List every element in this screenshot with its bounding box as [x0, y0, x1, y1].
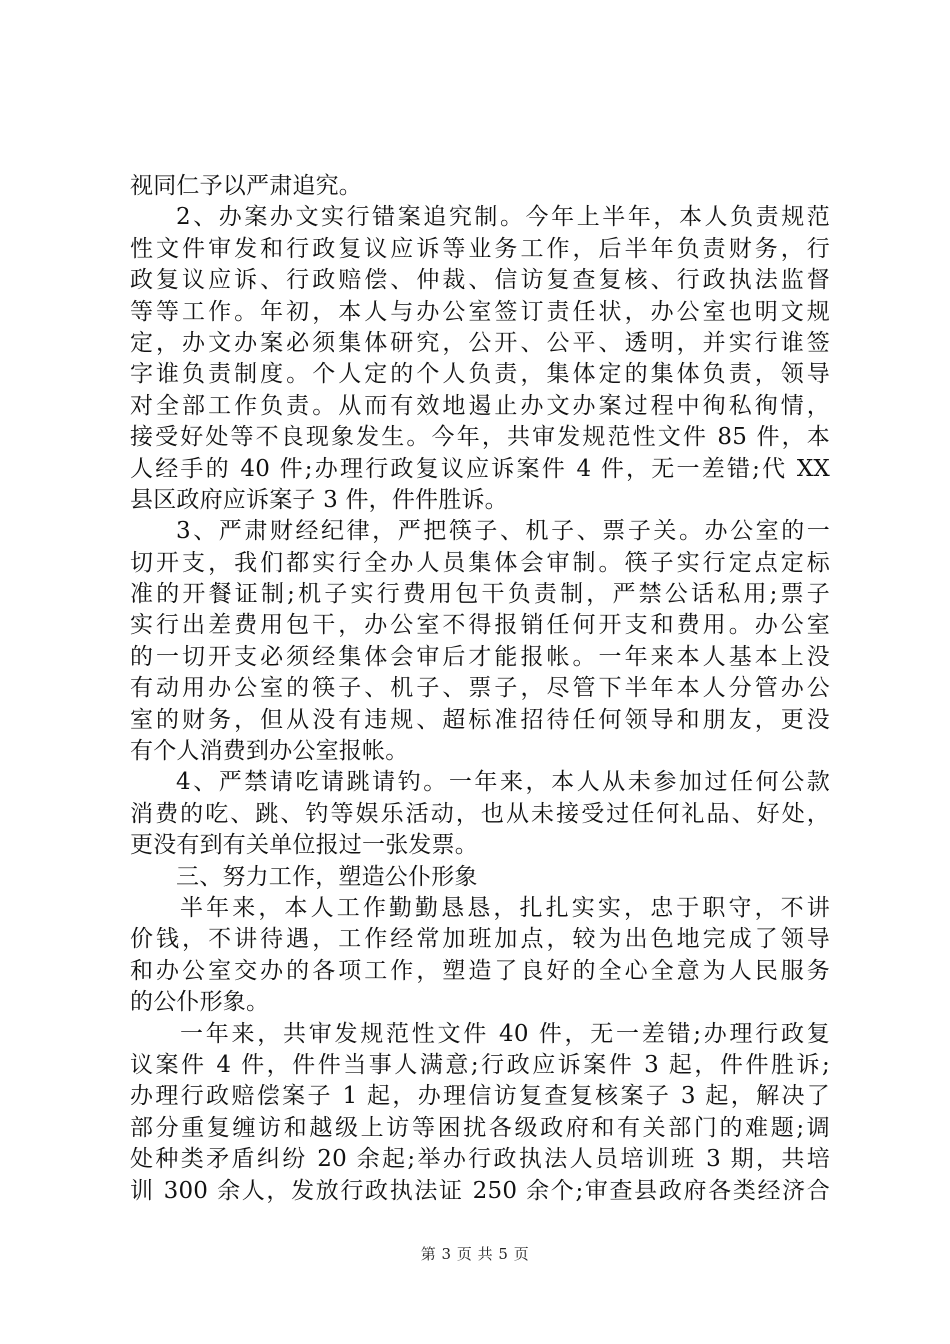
text-line: 有个人消费到办公室报帐。	[130, 738, 409, 765]
text-line: 室的财务，但从没有违规、超标准招待任何领导和朋友，更没	[130, 706, 830, 733]
text-line: 有动用办公室的筷子、机子、票子，尽管下半年本人分管办公	[130, 675, 830, 702]
text-line: 对全部工作负责。从而有效地遏止办文办案过程中徇私徇情，	[130, 392, 830, 419]
text-line: 更没有到有关单位报过一张发票。	[130, 832, 478, 859]
text-line: 议案件 4 件，件件当事人满意;行政应诉案件 3 起，件件胜诉;	[130, 1051, 830, 1078]
text-line: 性文件审发和行政复议应诉等业务工作，后半年负责财务，行	[130, 235, 830, 262]
text-line: 半年来，本人工作勤勤恳恳，扎扎实实，忠于职守，不讲	[180, 894, 830, 921]
text-line: 处种类矛盾纠纷 20 余起;举办行政执法人员培训班 3 期，共培	[130, 1146, 830, 1173]
page-number-footer: 第 3 页 共 5 页	[420, 1245, 530, 1263]
text-line: 政复议应诉、行政赔偿、仲裁、信访复查复核、行政执法监督	[130, 267, 830, 294]
text-line: 3、严肃财经纪律，严把筷子、机子、票子关。办公室的一	[176, 518, 830, 545]
text-line: 训 300 余人，发放行政执法证 250 余个;审查县政府各类经济合	[130, 1177, 830, 1204]
text-line: 准的开餐证制;机子实行费用包干负责制，严禁公话私用;票子	[130, 581, 830, 608]
text-line: 字谁负责制度。个人定的个人负责，集体定的集体负责，领导	[130, 361, 830, 388]
text-line: 切开支，我们都实行全办人员集体会审制。筷子实行定点定标	[130, 549, 830, 576]
text-line: 部分重复缠访和越级上访等困扰各级政府和有关部门的难题;调	[130, 1114, 830, 1141]
section-heading: 三、努力工作，塑造公仆形象	[176, 863, 478, 890]
text-line: 2、办案办文实行错案追究制。今年上半年，本人负责规范	[176, 204, 830, 231]
text-line: 等等工作。年初，本人与办公室签订责任状，办公室也明文规	[130, 298, 830, 325]
text-line: 和办公室交办的各项工作，塑造了良好的全心全意为人民服务	[130, 957, 830, 984]
text-line: 消费的吃、跳、钓等娱乐活动，也从未接受过任何礼品、好处，	[130, 800, 830, 827]
text-line: 接受好处等不良现象发生。今年，共审发规范性文件 85 件，本	[130, 424, 830, 451]
document-body	[130, 171, 830, 1207]
text-line: 办理行政赔偿案子 1 起，办理信访复查复核案子 3 起，解决了	[130, 1083, 830, 1110]
text-line: 视同仁予以严肃追究。	[130, 173, 362, 199]
text-line: 县区政府应诉案子 3 件，件件胜诉。	[130, 486, 508, 513]
text-line: 实行出差费用包干，办公室不得报销任何开支和费用。办公室	[130, 612, 830, 639]
text-line: 人经手的 40 件;办理行政复议应诉案件 4 件，无一差错;代 XX	[130, 455, 830, 482]
text-line: 定，办文办案必须集体研究，公开、公平、透明，并实行谁签	[130, 329, 830, 356]
text-line: 的公仆形象。	[130, 989, 270, 1016]
text-line: 4、严禁请吃请跳请钓。一年来，本人从未参加过任何公款	[176, 769, 830, 796]
text-line: 的一切开支必须经集体会审后才能报帐。一年来本人基本上没	[130, 643, 830, 670]
text-line: 一年来，共审发规范性文件 40 件，无一差错;办理行政复	[180, 1020, 830, 1047]
text-line: 价钱，不讲待遇，工作经常加班加点，较为出色地完成了领导	[130, 926, 830, 953]
